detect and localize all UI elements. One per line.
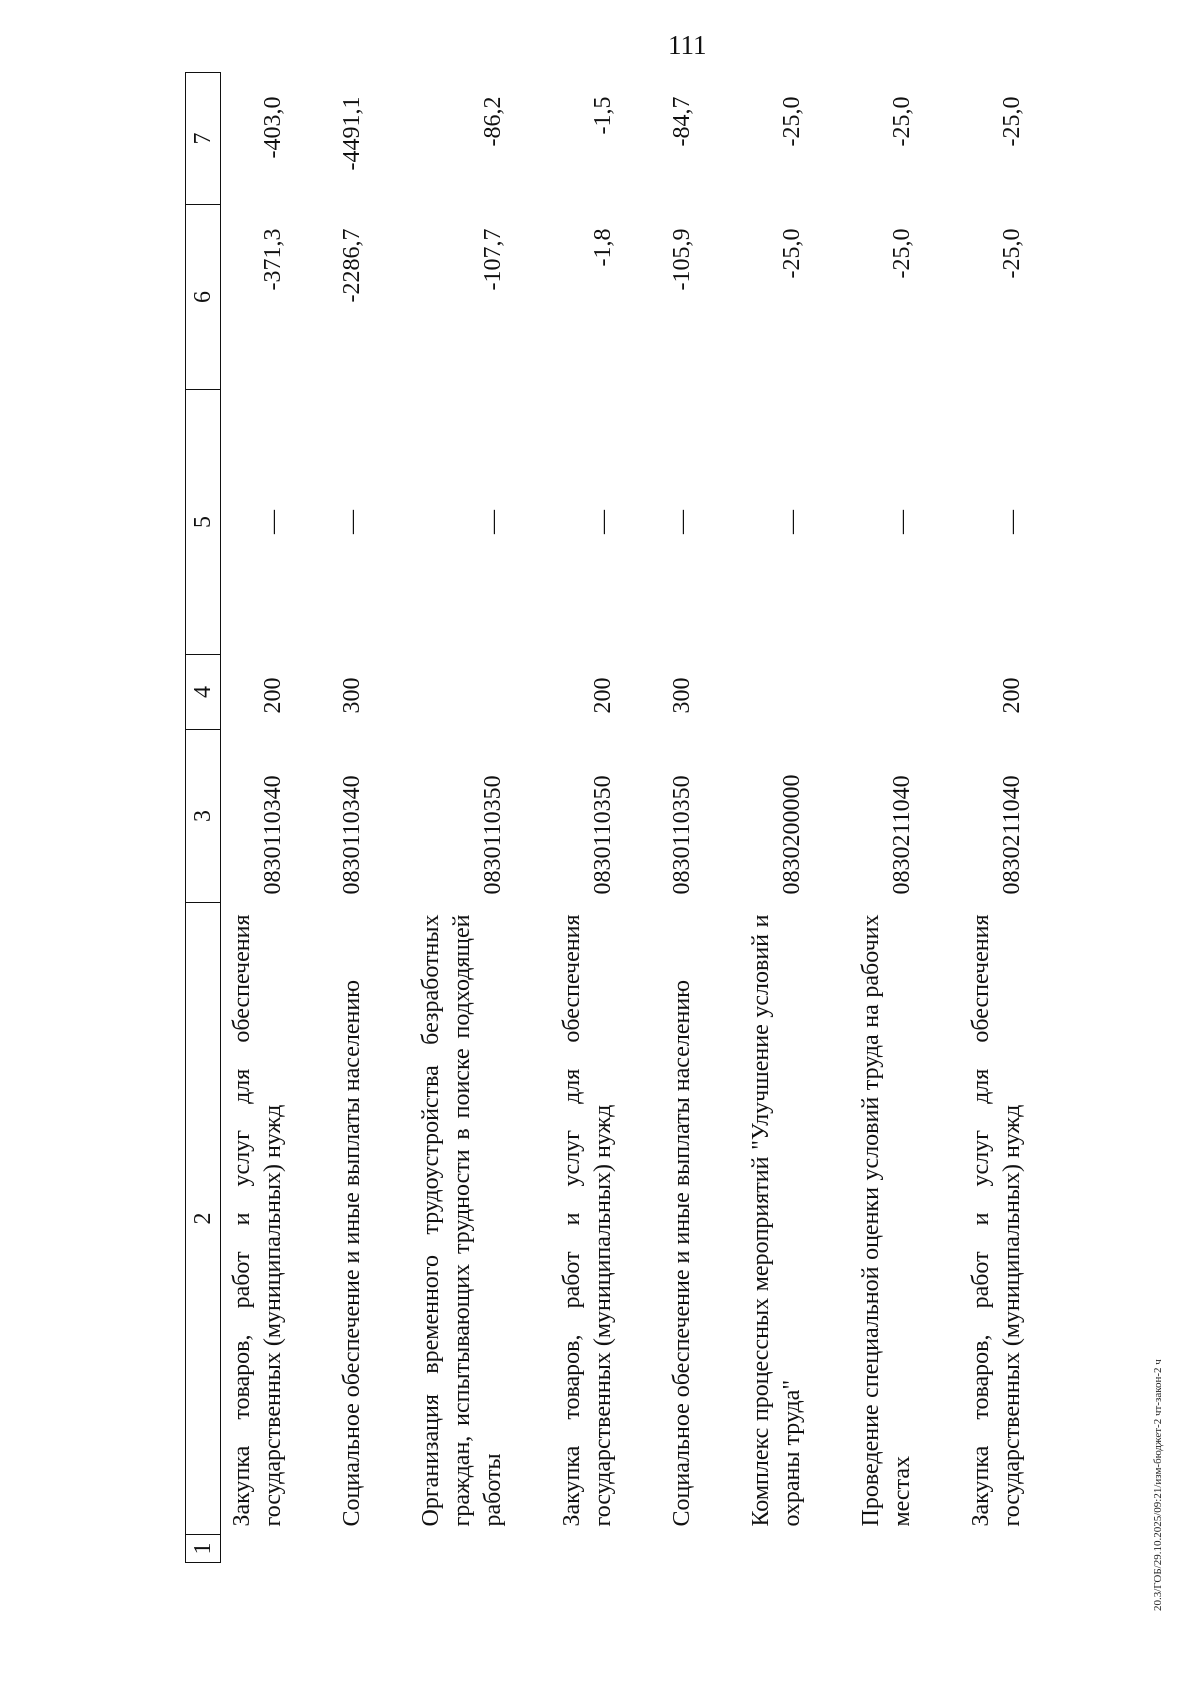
row-description: Закупка товаров, работ и услуг для обеспечения государственных (муниципальных) нужд (229, 914, 286, 1527)
table-row (549, 73, 659, 1563)
expense-type (848, 655, 958, 730)
expense-type: 300 (339, 677, 365, 714)
table-row (221, 73, 330, 1563)
col6-value: -1,8 (590, 228, 616, 267)
row-description: Закупка товаров, работ и услуг для обеспечения государственных (муниципальных) нужд (968, 914, 1025, 1527)
header-cell: 4 (186, 655, 221, 730)
row-description: Проведение специальной оценки условий труда на рабочих местах (858, 914, 915, 1527)
expense-type (738, 655, 848, 730)
header-cell: 1 (186, 1535, 221, 1563)
expense-type: 200 (260, 677, 286, 714)
col7-value: -25,0 (889, 96, 915, 147)
col6-value: -25,0 (999, 228, 1025, 279)
target-code: 0830110340 (339, 775, 365, 895)
target-code: 0830200000 (779, 774, 805, 895)
col6-value: -107,7 (480, 228, 506, 291)
rotated-table-frame (185, 73, 1045, 1563)
table-row (659, 73, 738, 1563)
table-row (738, 73, 848, 1563)
col5-value: — (480, 510, 506, 534)
col6-value: -105,9 (669, 228, 695, 291)
expense-type (408, 655, 549, 730)
col6-value: -25,0 (889, 228, 915, 279)
header-cell: 7 (186, 73, 221, 205)
col7-value: -25,0 (779, 96, 805, 147)
target-code: 0830110350 (590, 775, 616, 895)
col6-value: -371,3 (260, 228, 286, 291)
target-code: 0830110340 (260, 775, 286, 895)
target-code: 0830211040 (999, 775, 1025, 895)
col7-value: -403,0 (260, 96, 286, 159)
table-row (848, 73, 958, 1563)
table-row (958, 73, 1068, 1563)
row-description: Комплекс процессных мероприятий "Улучшение условий и охраны труда" (748, 914, 805, 1527)
row-number (408, 1535, 549, 1563)
header-cell: 3 (186, 730, 221, 903)
page-number: 111 (668, 30, 707, 60)
row-number (738, 1535, 848, 1563)
table-row (329, 73, 408, 1563)
row-number (221, 1535, 330, 1563)
table-header-row (186, 73, 221, 1563)
col6-value: -25,0 (779, 228, 805, 279)
footer-file-path: 20.3/ГОБ/29.10.2025/09:21/изм-бюджет-2 чт-закон-2 ч (1152, 1359, 1164, 1611)
col7-value: -1,5 (590, 96, 616, 135)
row-description: Социальное обеспечение и иные выплаты населению (339, 979, 365, 1527)
col5-value: — (339, 510, 365, 534)
target-code: 0830110350 (669, 775, 695, 895)
col5-value: — (999, 510, 1025, 534)
col5-value: — (260, 510, 286, 534)
expense-type: 200 (999, 677, 1025, 714)
table-row (408, 73, 549, 1563)
row-number (659, 1535, 738, 1563)
col7-value: -25,0 (999, 96, 1025, 147)
col5-value: — (779, 510, 805, 534)
col7-value: -86,2 (480, 96, 506, 147)
col7-value: -84,7 (669, 96, 695, 147)
col6-value: -2286,7 (339, 228, 365, 303)
target-code: 0830110350 (480, 775, 506, 895)
expense-type: 300 (669, 677, 695, 714)
header-cell: 6 (186, 205, 221, 390)
col5-value: — (669, 510, 695, 534)
col7-value: -4491,1 (339, 96, 365, 171)
row-number (329, 1535, 408, 1563)
row-number (848, 1535, 958, 1563)
target-code: 0830211040 (889, 775, 915, 895)
header-cell: 2 (186, 903, 221, 1535)
col5-value: — (590, 510, 616, 534)
row-number (958, 1535, 1068, 1563)
row-description: Организация временного трудоустройства безработных граждан, испытывающих трудности в поиске подходящей работы (418, 914, 506, 1527)
row-description: Социальное обеспечение и иные выплаты населению (669, 979, 695, 1527)
budget-table (185, 72, 1068, 1563)
row-number (549, 1535, 659, 1563)
header-cell: 5 (186, 390, 221, 655)
row-description: Закупка товаров, работ и услуг для обеспечения государственных (муниципальных) нужд (559, 914, 616, 1527)
expense-type: 200 (590, 677, 616, 714)
col5-value: — (889, 510, 915, 534)
